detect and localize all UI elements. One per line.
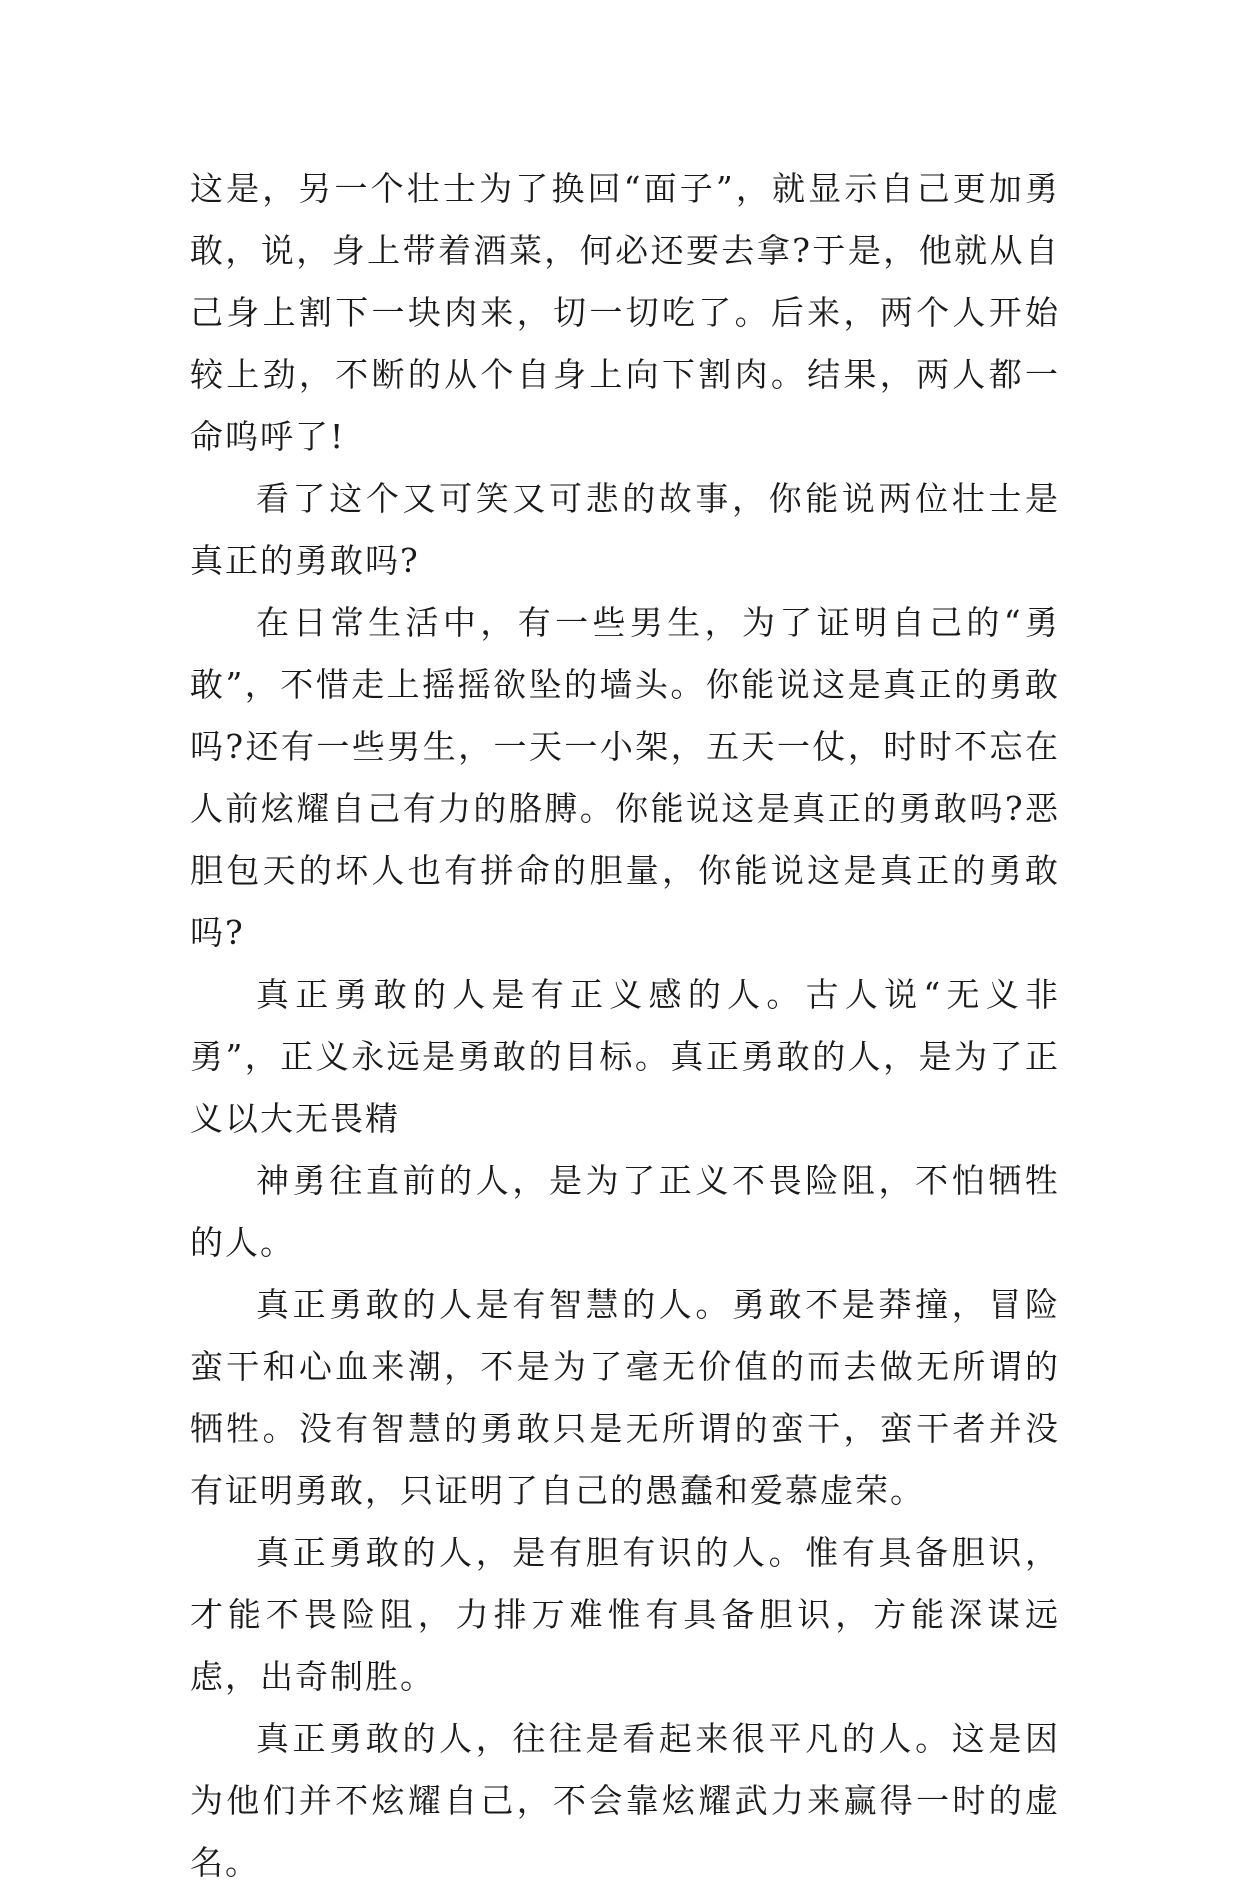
- paragraph: 真正勇敢的人，往往是看起来很平凡的人。这是因为他们并不炫耀自己，不会靠炫耀武力来赢得一时的虚名。: [190, 1719, 1060, 1882]
- paragraph: 真正勇敢的人，是有胆有识的人。惟有具备胆识，才能不畏险阻，力排万难惟有具备胆识，方能深谋远虑，出奇制胜。: [190, 1533, 1060, 1696]
- paragraph: 真正勇敢的人是有智慧的人。勇敢不是莽撞，冒险蛮干和心血来潮，不是为了毫无价值的而去做无所谓的牺牲。没有智慧的勇敢只是无所谓的蛮干，蛮干者并没有证明勇敢，只证明了自己的愚蠢和爱慕虚荣。: [190, 1285, 1060, 1510]
- paragraph: 这是，另一个壮士为了换回“面子”，就显示自己更加勇敢，说，身上带着酒菜，何必还要去拿?于是，他就从自己身上割下一块肉来，切一切吃了。后来，两个人开始较上劲，不断的从个自身上向下割肉。结果，两人都一命呜呼了!: [190, 169, 1060, 456]
- document-body: [190, 158, 1060, 1894]
- paragraph: 神勇往直前的人，是为了正义不畏险阻，不怕牺牲的人。: [190, 1161, 1060, 1262]
- paragraph: 看了这个又可笑又可悲的故事，你能说两位壮士是真正的勇敢吗?: [190, 479, 1060, 580]
- paragraph: 在日常生活中，有一些男生，为了证明自己的“勇敢”，不惜走上摇摇欲坠的墙头。你能说这是真正的勇敢吗?还有一些男生，一天一小架，五天一仗，时时不忘在人前炫耀自己有力的胳膊。你能说这是真正的勇敢吗?恶胆包天的坏人也有拼命的胆量，你能说这是真正的勇敢吗?: [190, 603, 1060, 952]
- paragraph: 真正勇敢的人是有正义感的人。古人说“无义非勇”，正义永远是勇敢的目标。真正勇敢的人，是为了正义以大无畏精: [190, 975, 1060, 1138]
